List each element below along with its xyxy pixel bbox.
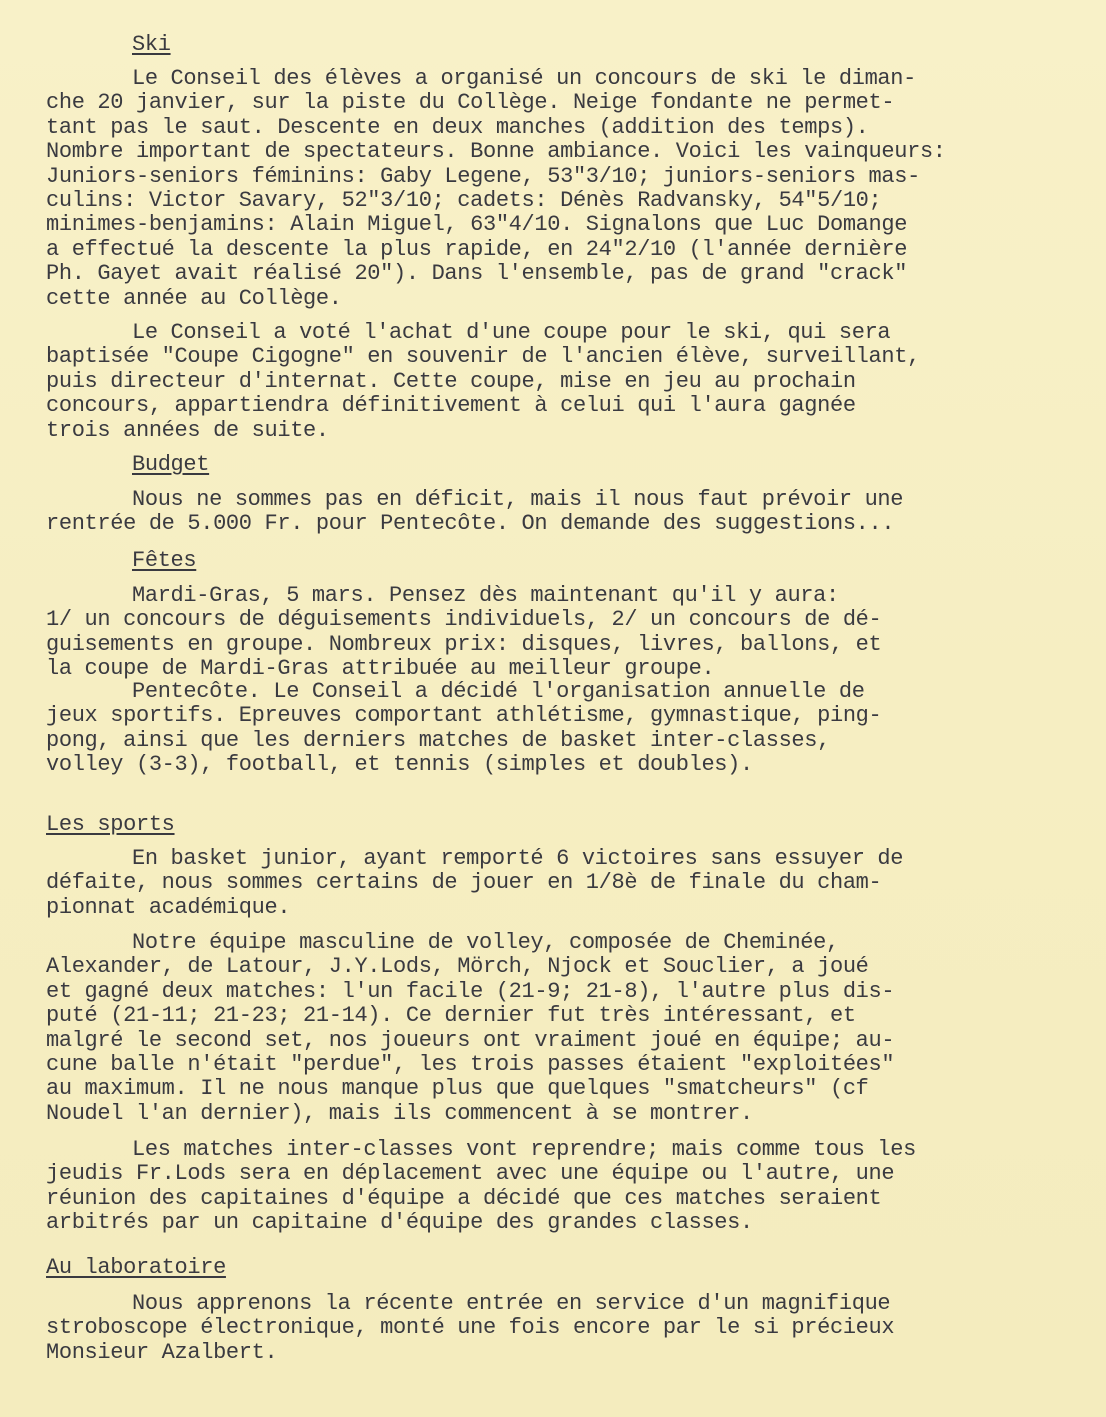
paragraph-line: Noudel l'an dernier), mais ils commencent à se montrer.: [46, 1100, 753, 1126]
paragraph-line: la coupe de Mardi-Gras attribuée au meilleur groupe.: [46, 656, 715, 682]
paragraph-line: Nombre important de spectateurs. Bonne ambiance. Voici les vainqueurs:: [46, 139, 946, 165]
paragraph-line: tant pas le saut. Descente en deux manches (addition des temps).: [46, 114, 869, 140]
paragraph-line: Le Conseil des élèves a organisé un concours de ski le diman-: [132, 66, 916, 91]
paragraph-line: et gagné deux matches: l'un facile (21-9; 21-8), l'autre plus dis-: [46, 978, 895, 1004]
paragraph-line: puté (21-11; 21-23; 21-14). Ce dernier fut très intéressant, et: [46, 1003, 856, 1029]
paragraph-line: pong, ainsi que les derniers matches de basket inter-classes,: [46, 727, 830, 753]
paragraph-line: cune balle n'était "perdue", les trois passes étaient "exploitées": [46, 1052, 895, 1077]
paragraph-line: jeux sportifs. Epreuves comportant athlétisme, gymnastique, ping-: [46, 703, 882, 729]
paragraph-line: Nous ne sommes pas en déficit, mais il nous faut prévoir une: [132, 487, 904, 512]
paragraph-line: Nous apprenons la récente entrée en service d'un magnifique: [132, 1291, 891, 1316]
paragraph-line: jeudis Fr.Lods sera en déplacement avec une équipe ou l'autre, une: [46, 1161, 895, 1187]
paragraph-line: Mardi-Gras, 5 mars. Pensez dès maintenant qu'il y aura:: [132, 583, 839, 608]
paragraph-line: défaite, nous sommes certains de jouer en 1/8è de finale du cham-: [46, 870, 882, 896]
section-heading: Les sports: [46, 812, 175, 837]
paragraph-line: Notre équipe masculine de volley, composée de Cheminée,: [132, 930, 839, 955]
paragraph-line: culins: Victor Savary, 52"3/10; cadets: Dénès Radvansky, 54"5/10;: [46, 188, 882, 213]
paragraph-line: En basket junior, ayant remporté 6 victoires sans essuyer de: [132, 846, 904, 871]
paragraph-line: baptisée "Coupe Cigogne" en souvenir de l'ancien élève, surveillant,: [46, 344, 920, 370]
paragraph-line: réunion des capitaines d'équipe a décidé que ces matches seraient: [46, 1185, 882, 1211]
paragraph-line: minimes-benjamins: Alain Miguel, 63"4/10. Signalons que Luc Domange: [46, 212, 908, 238]
paragraph-line: 1/ un concours de déguisements individuels, 2/ un concours de dé-: [46, 607, 882, 633]
paragraph-line: cette année au Collège.: [46, 285, 342, 311]
paragraph-line: puis directeur d'internat. Cette coupe, mise en jeu au prochain: [46, 368, 856, 394]
paragraph-line: malgré le second set, nos joueurs ont vraiment joué en équipe; au-: [46, 1027, 895, 1053]
paragraph-line: arbitrés par un capitaine d'équipe des grandes classes.: [46, 1210, 753, 1236]
section-heading: Ski: [132, 32, 171, 57]
paragraph-line: stroboscope électronique, monté une fois encore par le si précieux: [46, 1315, 895, 1341]
paragraph-line: Les matches inter-classes vont reprendre; mais comme tous les: [132, 1137, 916, 1162]
paragraph-line: guisements en groupe. Nombreux prix: disques, livres, ballons, et: [46, 631, 882, 657]
paragraph-line: pionnat académique.: [46, 894, 291, 920]
section-heading: Budget: [132, 452, 210, 477]
paragraph-line: Juniors-seniors féminins: Gaby Legene, 53"3/10; juniors-seniors mas-: [46, 163, 920, 189]
paragraph-line: volley (3-3), football, et tennis (simples et doubles).: [46, 752, 753, 778]
paragraph-line: Alexander, de Latour, J.Y.Lods, Mörch, Njock et Souclier, a joué: [46, 954, 869, 980]
paragraph-line: che 20 janvier, sur la piste du Collège. Neige fondante ne permet-: [46, 90, 895, 116]
paragraph-line: Pentecôte. Le Conseil a décidé l'organisation annuelle de: [132, 679, 865, 704]
paragraph-line: au maximum. Il ne nous manque plus que quelques "smatcheurs" (cf: [46, 1076, 869, 1102]
paragraph-line: rentrée de 5.000 Fr. pour Pentecôte. On demande des suggestions...: [46, 511, 895, 537]
section-heading: Au laboratoire: [46, 1255, 226, 1280]
paragraph-line: Le Conseil a voté l'achat d'une coupe pour le ski, qui sera: [132, 320, 891, 345]
paragraph-line: Monsieur Azalbert.: [46, 1339, 278, 1365]
paragraph-line: trois années de suite.: [46, 417, 329, 443]
paragraph-line: a effectué la descente la plus rapide, en 24"2/10 (l'année dernière: [46, 236, 908, 262]
section-heading: Fêtes: [132, 548, 197, 573]
paragraph-line: Ph. Gayet avait réalisé 20"). Dans l'ensemble, pas de grand "crack": [46, 261, 908, 287]
paragraph-line: concours, appartiendra définitivement à celui qui l'aura gagnée: [46, 393, 856, 419]
